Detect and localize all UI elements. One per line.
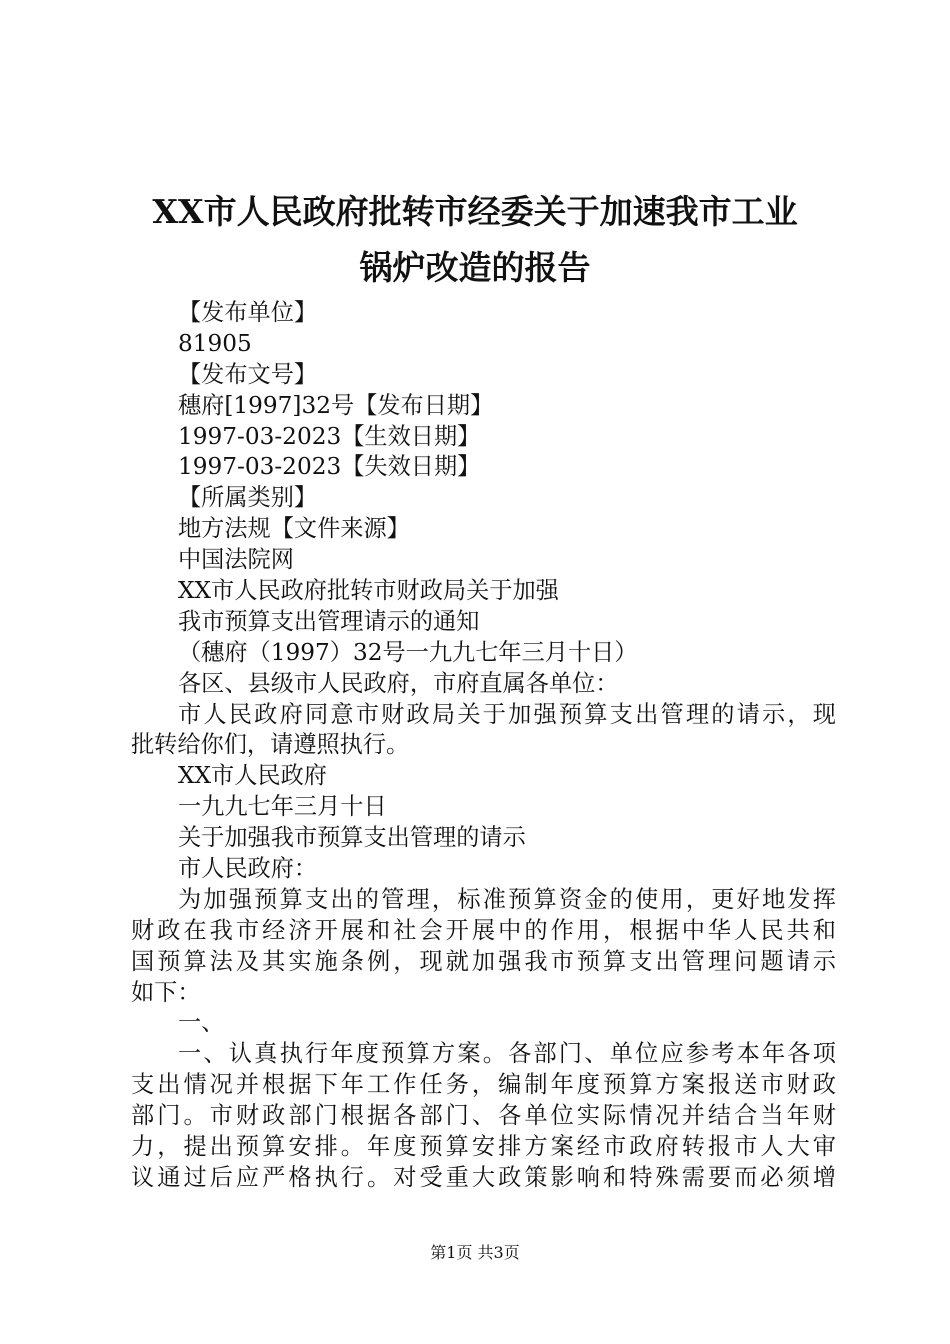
body-line: XX市人民政府批转市财政局关于加强 xyxy=(178,577,559,605)
body-line: 议通过后应严格执行。对受重大政策影响和特殊需要而必须增 xyxy=(131,1163,836,1191)
body-line: 批转给你们，请遵照执行。 xyxy=(131,731,410,759)
document-title-line-2: 锅炉改造的报告 xyxy=(359,248,591,287)
body-line: 【发布文号】 xyxy=(178,360,318,388)
page-footer: 第1页 共3页 xyxy=(430,1243,520,1262)
document-body xyxy=(131,298,836,1194)
body-line: 关于加强我市预算支出管理的请示 xyxy=(178,824,526,852)
body-line: 各区、县级市人民政府，市府直属各单位： xyxy=(178,669,619,697)
body-line: 1997-03-2023【生效日期】 xyxy=(178,422,481,450)
body-line: 国预算法及其实施条例，现就加强我市预算支出管理问题请示 xyxy=(131,947,836,975)
body-line: 中国法院网 xyxy=(178,546,294,574)
body-line: 市人民政府同意市财政局关于加强预算支出管理的请示，现 xyxy=(178,700,836,728)
body-line: 1997-03-2023【失效日期】 xyxy=(178,453,481,481)
body-line: 支出情况并根据下年工作任务，编制年度预算方案报送市财政 xyxy=(131,1071,836,1099)
body-line: 力，提出预算安排。年度预算安排方案经市政府转报市人大审 xyxy=(131,1133,836,1161)
document-title-line-1: XX市人民政府批转市经委关于加速我市工业 xyxy=(152,192,798,231)
body-line: （穗府（1997）32号一九九七年三月十日） xyxy=(178,638,638,666)
body-line: 【所属类别】 xyxy=(178,484,318,512)
body-line: 一九九七年三月十日 xyxy=(178,793,387,821)
body-line: 一、 xyxy=(178,1009,225,1037)
body-line: 地方法规【文件来源】 xyxy=(178,515,410,543)
body-line: 81905 xyxy=(178,329,252,357)
body-line: 部门。市财政部门根据各部门、各单位实际情况并结合当年财 xyxy=(131,1102,836,1130)
body-line: 我市预算支出管理请示的通知 xyxy=(178,607,480,635)
body-line: 市人民政府： xyxy=(178,855,318,883)
body-line: 穗府[1997]32号【发布日期】 xyxy=(178,391,494,419)
body-line: 如下： xyxy=(131,978,201,1006)
body-line: XX市人民政府 xyxy=(178,762,327,790)
body-line: 财政在我市经济开展和社会开展中的作用，根据中华人民共和 xyxy=(131,916,836,944)
body-line: 一、认真执行年度预算方案。各部门、单位应参考本年各项 xyxy=(178,1040,836,1068)
body-line: 【发布单位】 xyxy=(178,299,318,326)
body-line: 为加强预算支出的管理，标准预算资金的使用，更好地发挥 xyxy=(178,885,836,913)
